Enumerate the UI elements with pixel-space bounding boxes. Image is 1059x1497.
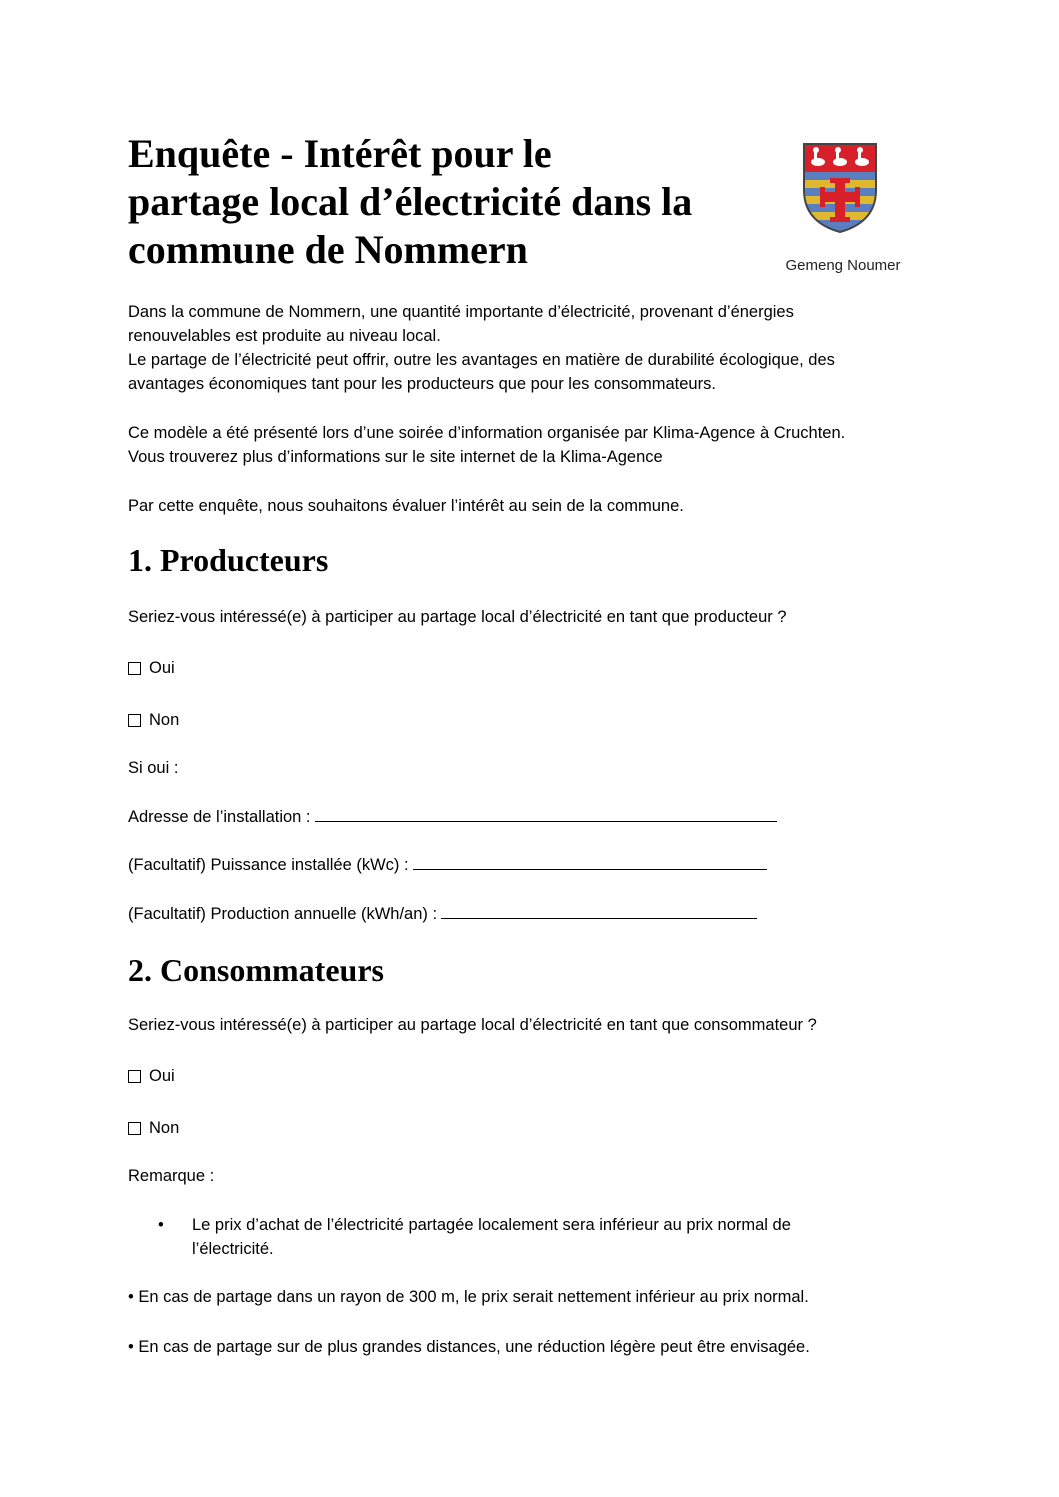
production-blank[interactable] — [441, 902, 757, 919]
consumer-option-no[interactable] — [128, 1116, 179, 1140]
option-label: Non — [149, 1119, 180, 1137]
purpose-line: Par cette enquête, nous souhaitons évaluer l’intérêt au sein de la commune. — [128, 497, 684, 515]
checkbox[interactable] — [128, 1070, 141, 1083]
address-field[interactable] — [128, 805, 777, 829]
bullet-icon: • — [158, 1216, 164, 1234]
production-field[interactable] — [128, 902, 757, 926]
checkbox[interactable] — [128, 662, 141, 675]
section-heading-producers: 1. Producteurs — [128, 542, 329, 578]
field-label: (Facultatif) Production annuelle (kWh/an) : — [128, 905, 438, 923]
remark-label: Remarque : — [128, 1167, 215, 1185]
commune-logo — [760, 140, 920, 280]
checkbox[interactable] — [128, 714, 141, 727]
intro-line: Dans la commune de Nommern, une quantité importante d’électricité, provenant d’énergies — [128, 303, 794, 321]
title-line-2: partage local d’électricité dans la — [128, 179, 693, 224]
title-line-3: commune de Nommern — [128, 227, 528, 272]
info-line: Vous trouverez plus d’informations sur le site internet de la Klima-Agence — [128, 448, 663, 466]
remark-bullet-2: • En cas de partage dans un rayon de 300 m, le prix serait nettement inférieur au prix normal. — [128, 1288, 809, 1306]
producer-option-yes[interactable] — [128, 656, 175, 680]
field-label: (Facultatif) Puissance installée (kWc) : — [128, 856, 409, 874]
power-field[interactable] — [128, 853, 767, 877]
info-line: Ce modèle a été présenté lors d’une soirée d’information organisée par Klima-Agence à Cruchten. — [128, 424, 846, 442]
intro-line: renouvelables est produite au niveau local. — [128, 327, 441, 345]
section-heading-consumers: 2. Consommateurs — [128, 952, 384, 988]
option-label: Non — [149, 711, 180, 729]
title-line-1: Enquête - Intérêt pour le — [128, 131, 552, 176]
intro-line: Le partage de l’électricité peut offrir, outre les avantages en matière de durabilité écologique, des — [128, 351, 835, 369]
address-blank[interactable] — [315, 805, 777, 822]
if-yes-label: Si oui : — [128, 759, 179, 777]
consumer-option-yes[interactable] — [128, 1064, 175, 1088]
coat-of-arms-icon — [800, 140, 880, 235]
consumer-question: Seriez-vous intéressé(e) à participer au partage local d’électricité en tant que consommateur ? — [128, 1016, 817, 1034]
producer-question: Seriez-vous intéressé(e) à participer au partage local d’électricité en tant que producteur ? — [128, 608, 787, 626]
option-label: Oui — [149, 659, 175, 677]
bullet-text: Le prix d’achat de l’électricité partagée localement sera inférieur au prix normal de l’électricité. — [192, 1216, 791, 1258]
logo-caption: Gemeng Noumer — [785, 257, 901, 274]
intro-line: avantages économiques tant pour les producteurs que pour les consommateurs. — [128, 375, 716, 393]
producer-option-no[interactable] — [128, 708, 179, 732]
checkbox[interactable] — [128, 1122, 141, 1135]
page-title — [128, 130, 768, 274]
remark-bullet-3: • En cas de partage sur de plus grandes distances, une réduction légère peut être envisagée. — [128, 1338, 810, 1356]
power-blank[interactable] — [413, 853, 767, 870]
option-label: Oui — [149, 1067, 175, 1085]
field-label: Adresse de l’installation : — [128, 808, 311, 826]
